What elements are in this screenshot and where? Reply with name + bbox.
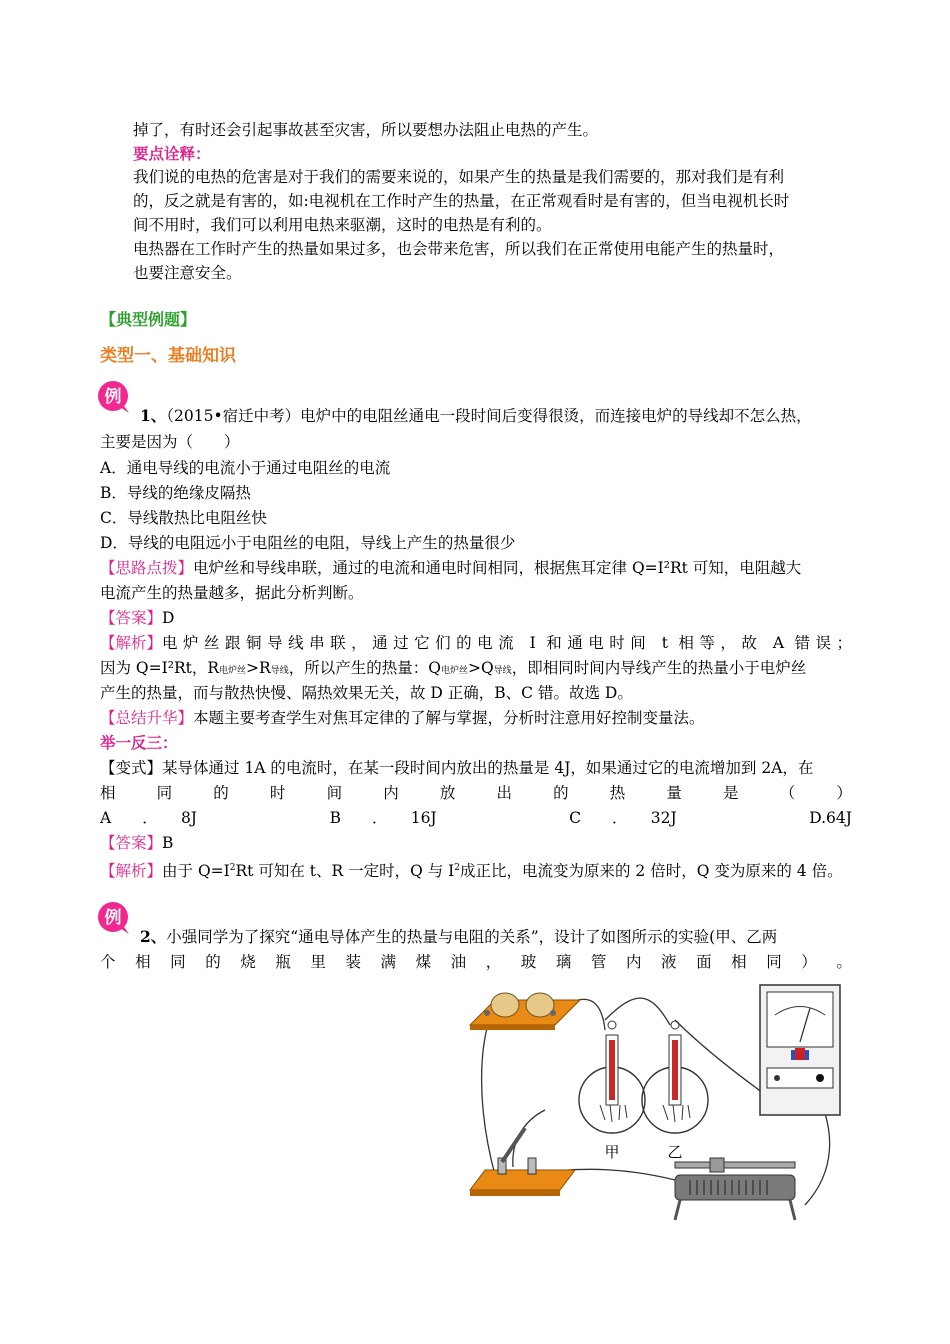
variant-stem-char: 的 — [553, 784, 569, 802]
variant-stem-char: 间 — [326, 784, 343, 802]
ex2-stem-char: 玻 — [520, 953, 537, 971]
ex1-stem: 主要是因为（ ） — [100, 433, 240, 451]
variant-title: 举一反三： — [100, 733, 178, 752]
ex2-stem-char: 装 — [345, 953, 361, 971]
ex1-hint: 【思路点拨】电炉丝和导线串联，通过的电流和通电时间相同，根据焦耳定律 Q=I²Rt 可知，电阻越大 — [100, 559, 802, 577]
variant-stem-char: 同 — [156, 784, 173, 802]
rheostat-icon — [675, 1158, 795, 1220]
flask-jia-icon — [579, 1021, 645, 1133]
flask-label-yi: 乙 — [667, 1143, 683, 1161]
note-label: 要点诠释： — [133, 144, 211, 163]
ex2-stem-char: ） — [801, 953, 817, 971]
ex2-stem-char: 液 — [661, 953, 677, 971]
ex2-stem-char: 面 — [696, 953, 712, 971]
variant-stem-char: 量 — [666, 784, 682, 802]
ex2-stem-char: ， — [485, 953, 502, 971]
circuit-diagram — [465, 980, 855, 1230]
note-line: 我们说的电热的危害是对于我们的需要来说的，如果产生的热量是我们需要的，那对我们是有利 — [133, 168, 785, 186]
ex2-stem-char: 瓶 — [275, 953, 291, 971]
ex1-option: C．导线散热比电阻丝快 — [100, 509, 267, 527]
ex2-stem-char: 同 — [170, 953, 186, 971]
ex1-summary: 【总结升华】本题主要考查学生对焦耳定律的了解与掌握，分析时注意用好控制变量法。 — [100, 709, 705, 727]
battery-board-icon — [470, 993, 580, 1030]
variant-stem-char: 是 — [723, 784, 739, 802]
variant-stem-char: 放 — [439, 784, 456, 802]
ex2-stem-char: 相 — [731, 953, 747, 971]
section-title: 【典型例题】 — [100, 310, 197, 329]
ex1-option: D．导线的电阻远小于电阻丝的电阻，导线上产生的热量很少 — [100, 534, 516, 552]
ex2-stem-char: 。 — [836, 953, 852, 971]
switch-icon — [470, 1128, 575, 1196]
example-badge-icon — [96, 900, 130, 934]
variant-option: A ． 8J — [100, 809, 198, 827]
variant-stem-char: 的 — [213, 784, 229, 802]
variant-options — [100, 807, 852, 829]
ex2-stem-char: 同 — [766, 953, 782, 971]
flask-yi-icon — [642, 1021, 708, 1133]
variant-stem-char: 出 — [496, 784, 512, 802]
ex1-option: B．导线的绝缘皮隔热 — [100, 484, 251, 502]
flask-label-jia: 甲 — [604, 1143, 620, 1161]
badge-char: 例 — [104, 387, 122, 407]
ex2-stem-char: 的 — [205, 953, 221, 971]
ex2-stem-char: 璃 — [555, 953, 572, 971]
variant-option: D.64J — [809, 809, 852, 827]
variant-stem-char: 时 — [269, 784, 286, 802]
variant-stem-char: 内 — [383, 784, 399, 802]
variant-analysis: 【解析】由于 $Q=I^2Rt$ 可知在 t、R 一定时，Q 与 $I^2$成正比，电流变为原来的 2 倍时，Q 变为原来的 4 倍。 — [100, 862, 843, 880]
ex1-analysis: 产生的热量，而与散热快慢、隔热效果无关，故 D 正确，B、C 错。故选 D。 — [100, 684, 633, 702]
ex2-stem-char: 煤 — [415, 953, 432, 971]
note-line: 间不用时，我们可以利用电热来驱潮，这时的电热是有利的。 — [133, 216, 552, 234]
ex2-stem-char: 油 — [450, 953, 467, 971]
ex1-answer: 【答案】D — [100, 609, 175, 627]
type-title: 类型一、基础知识 — [100, 346, 236, 366]
ex1-analysis: 【解析】 电炉丝跟铜导线串联，通过它们的电流 I 和通电时间 t 相等，故 A 错误； — [100, 634, 852, 652]
badge-char: 例 — [104, 908, 122, 928]
ex2-stem: 2、小强同学为了探究“通电导体产生的热量与电阻的关系”，设计了如图所示的实验(甲、乙两 — [140, 927, 778, 946]
variant-stem-char: ） — [836, 784, 852, 802]
ex2-stem-char: 个 — [100, 953, 116, 971]
variant-stem-char: （ — [779, 784, 796, 802]
ex2-stem-char: 相 — [135, 953, 151, 971]
variant-stem-char: 相 — [100, 784, 116, 802]
ex1-analysis: 因为 Q=I²Rt，R电炉丝>R导线，所以产生的热量：Q电炉丝>Q导线，即相同时间内导线产生的热量小于电炉丝 — [100, 659, 807, 677]
intro-line: 掉了，有时还会引起事故甚至灾害，所以要想办法阻止电热的产生。 — [133, 121, 599, 139]
note-line: 的，反之就是有害的，如:电视机在工作时产生的热量，在正常观看时是有害的，但当电视机长时 — [133, 192, 790, 210]
ex2-stem-line — [100, 951, 852, 973]
ex2-stem-char: 烧 — [240, 953, 256, 971]
note-line: 也要注意安全。 — [133, 264, 242, 282]
example-badge-icon — [96, 379, 130, 413]
ex2-stem-char: 满 — [380, 953, 397, 971]
variant-stem-char: 热 — [609, 784, 626, 802]
ammeter-icon — [760, 985, 840, 1115]
ex1-option: A．通电导线的电流小于通过电阻丝的电流 — [100, 459, 391, 477]
ex1-stem: 1、（2015•宿迁中考）电炉中的电阻丝通电一段时间后变得很烫，而连接电炉的导线却不怎么热， — [140, 406, 812, 425]
variant-option: C ． 32J — [569, 809, 677, 827]
note-line: 电热器在工作时产生的热量如果过多，也会带来危害，所以我们在正常使用电能产生的热量时， — [133, 240, 785, 258]
ex2-stem-char: 里 — [310, 953, 326, 971]
ex1-hint: 电流产生的热量越多，据此分析判断。 — [100, 584, 364, 602]
variant-stem: 【变式】某导体通过 1A 的电流时，在某一段时间内放出的热量是 4J，如果通过它的电流增加到 2A，在 — [100, 759, 814, 777]
ex2-stem-char: 管 — [590, 953, 607, 971]
variant-stem-line — [100, 782, 852, 804]
variant-option: B ． 16J — [329, 809, 437, 827]
variant-answer: 【答案】B — [100, 834, 174, 852]
ex2-stem-char: 内 — [625, 953, 642, 971]
